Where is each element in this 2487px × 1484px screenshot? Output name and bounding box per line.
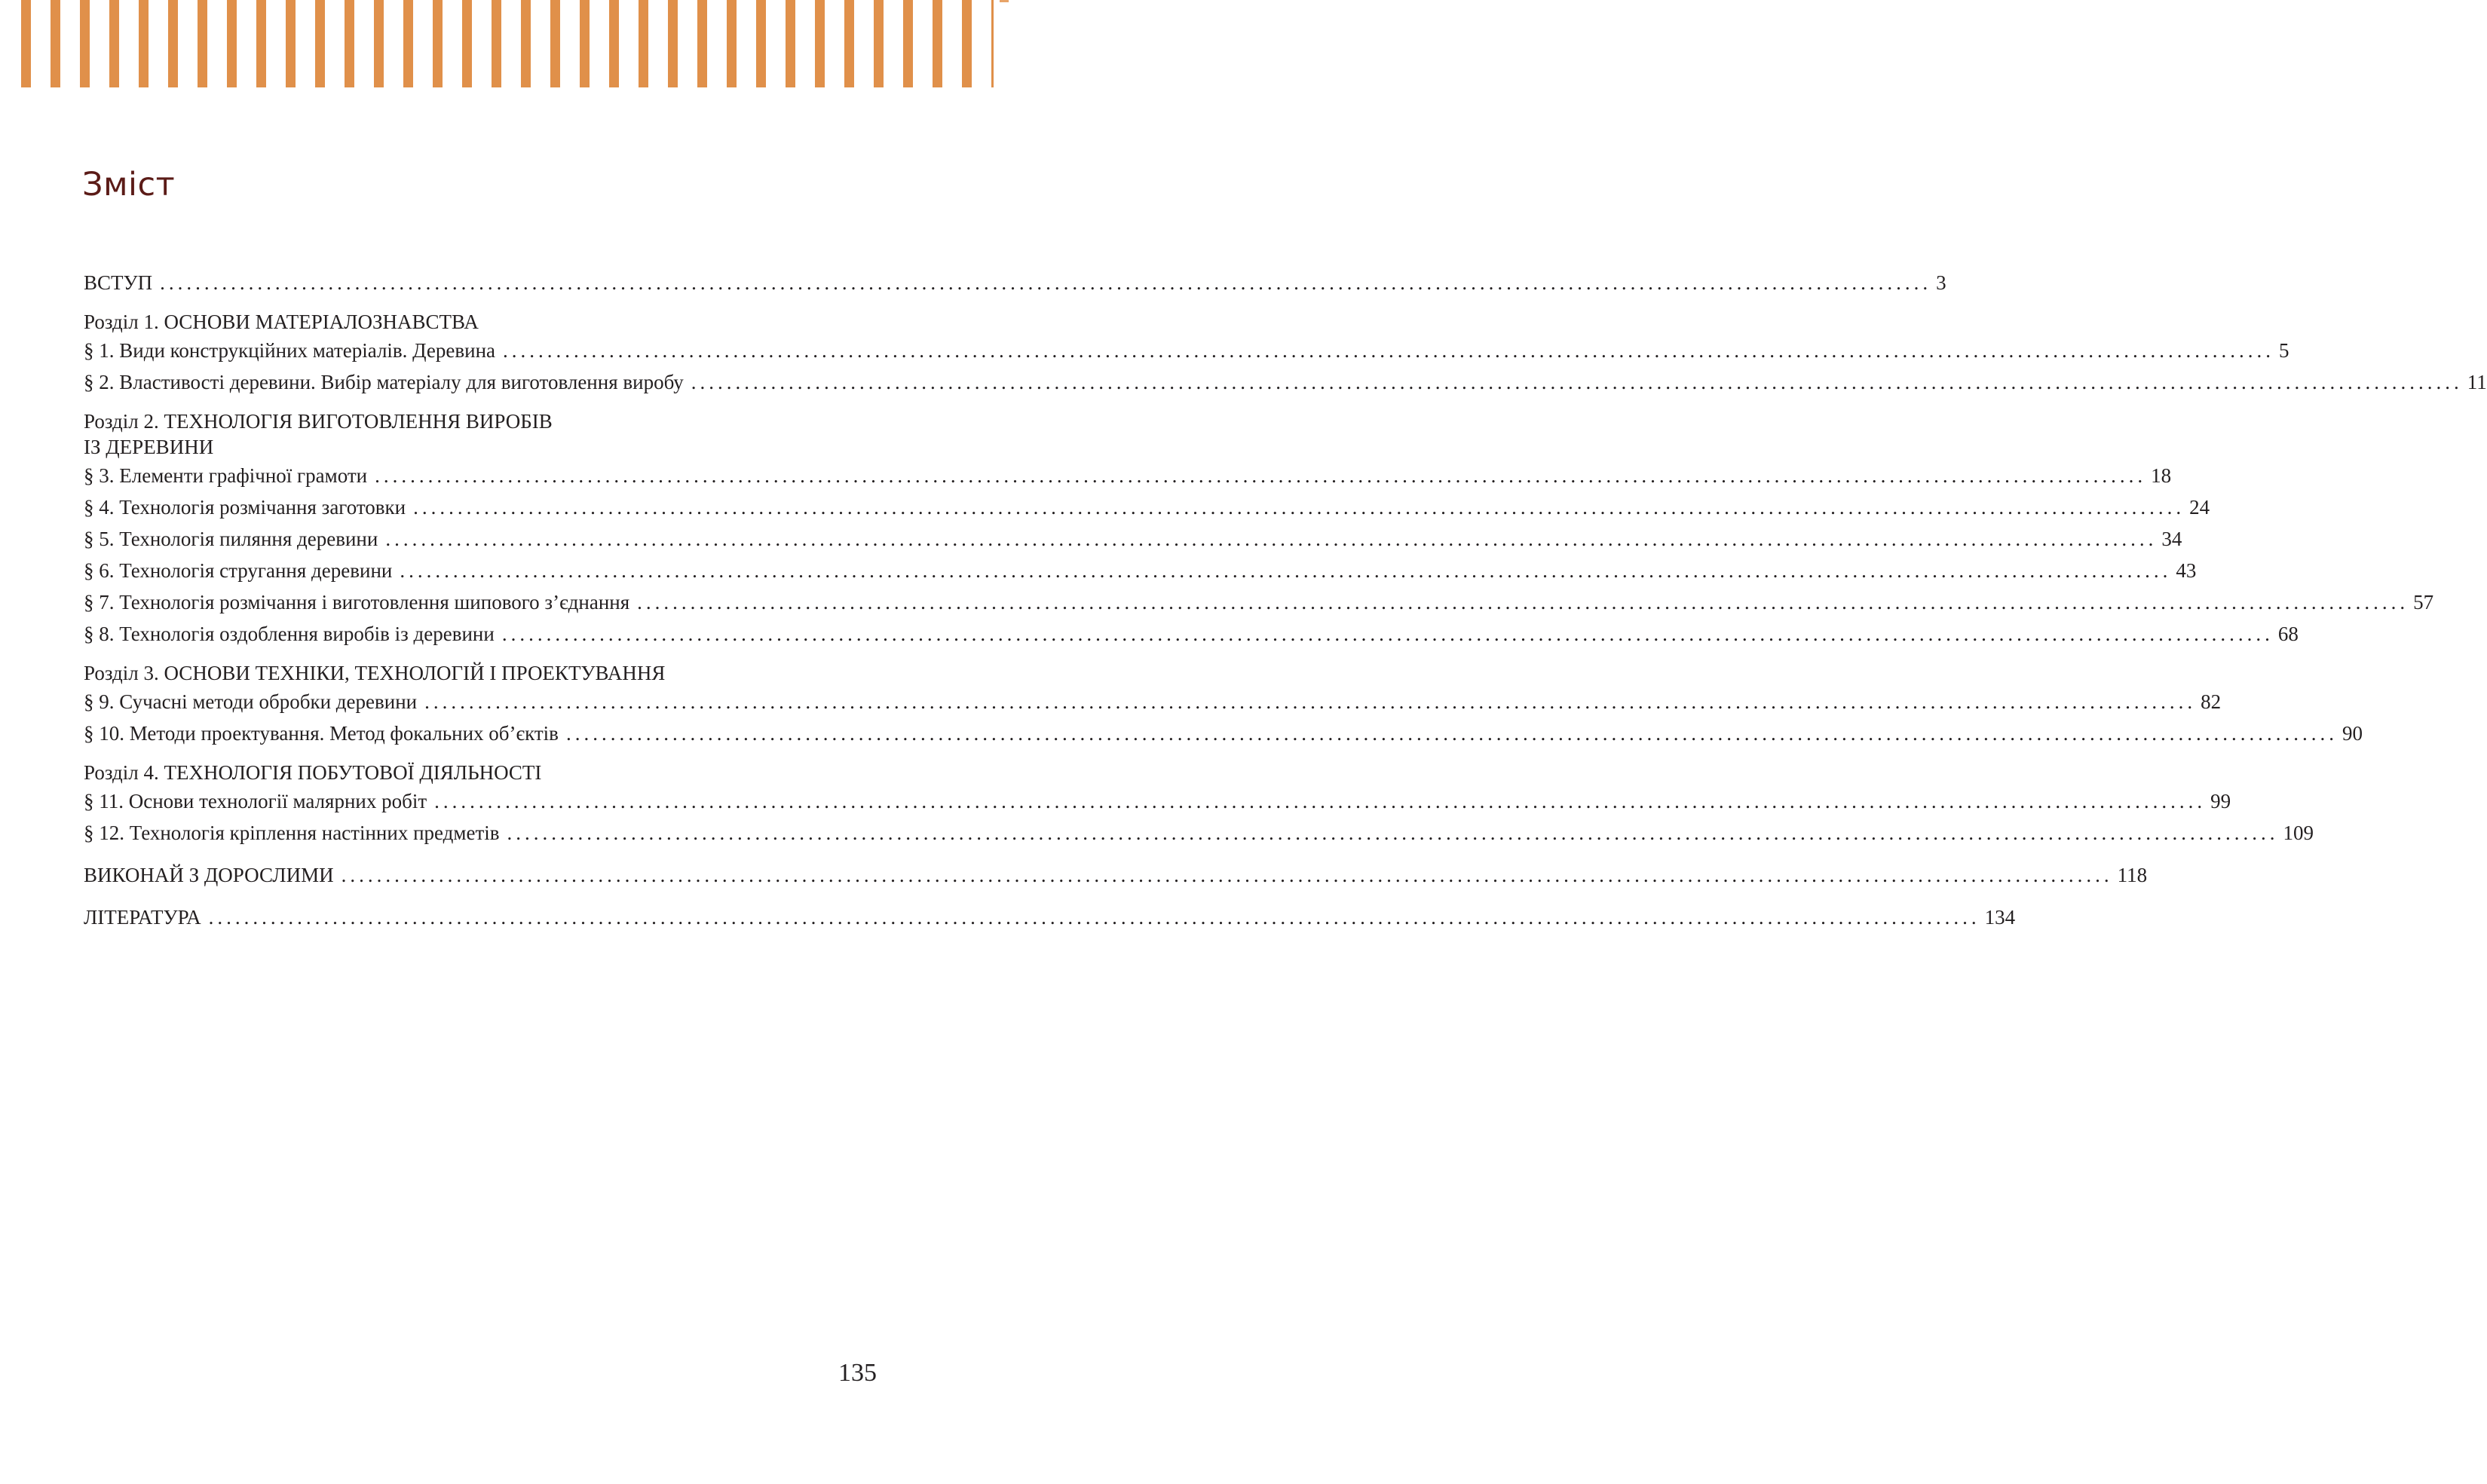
- dot-leader: ........................................................................................................................................................................................................: [341, 864, 2113, 886]
- dot-leader: ........................................................................................................................................................................................................: [375, 464, 2147, 487]
- dot-leader: ........................................................................................................................................................................................................: [503, 339, 2275, 362]
- crop-mark: [1000, 0, 1009, 2]
- dot-leader: ........................................................................................................................................................................................................: [385, 528, 2158, 550]
- toc-entry-label: § 5. Технологія пиляння деревини: [84, 528, 378, 550]
- toc-entry-label: ЛІТЕРАТУРА: [84, 906, 201, 929]
- toc-entry[interactable]: [84, 523, 2182, 555]
- toc-entry-page: 82: [2201, 690, 2222, 713]
- toc-entry-label: § 3. Елементи графічної грамоти: [84, 464, 368, 487]
- toc-entry-literature[interactable]: [84, 901, 2016, 933]
- toc-entry-page: 57: [2413, 591, 2434, 613]
- toc-entry-page: 43: [2176, 559, 2197, 582]
- toc-entry[interactable]: [84, 460, 2172, 491]
- toc-entry-label: § 7. Технологія розмічання і виготовлення шипового з’єднання: [84, 591, 630, 613]
- toc-entry-label: § 9. Сучасні методи обробки деревини: [84, 690, 418, 713]
- section-heading-1: [84, 309, 881, 335]
- toc-entry-page: 68: [2277, 623, 2299, 645]
- toc-entry-label: § 12. Технологія кріплення настінних предметів: [84, 822, 500, 844]
- spacer: [84, 849, 881, 859]
- dot-leader: ........................................................................................................................................................................................................: [208, 906, 1980, 929]
- toc-entry[interactable]: [84, 686, 2222, 718]
- dot-leader: ........................................................................................................................................................................................................: [424, 690, 2197, 713]
- section-heading-2: [84, 408, 881, 460]
- toc-entry-page: 109: [2283, 822, 2314, 844]
- spacer: [84, 891, 881, 901]
- section-heading-4: [84, 760, 881, 785]
- toc-entry[interactable]: [84, 366, 2487, 398]
- toc-entry[interactable]: [84, 491, 2210, 523]
- toc-entry-with-adults[interactable]: [84, 859, 2148, 891]
- dot-leader: ........................................................................................................................................................................................................: [637, 591, 2409, 613]
- table-of-contents: [84, 267, 2487, 933]
- toc-entry-label: § 1. Види конструкційних матеріалів. Деревина: [84, 339, 496, 362]
- toc-entry-label: § 6. Технологія стругання деревини: [84, 559, 393, 582]
- toc-entry-intro[interactable]: [84, 267, 1946, 298]
- toc-entry-label: § 4. Технологія розмічання заготовки: [84, 496, 406, 519]
- toc-entry[interactable]: [84, 586, 2434, 618]
- toc-entry[interactable]: [84, 785, 2231, 817]
- toc-entry[interactable]: [84, 335, 2289, 366]
- decorative-header-stripes: [21, 0, 994, 87]
- toc-entry-page: 118: [2117, 864, 2148, 886]
- section-heading-line: Розділ 3. ОСНОВИ ТЕХНІКИ, ТЕХНОЛОГІЙ І ПРОЕКТУВАННЯ: [84, 662, 666, 684]
- toc-entry-label: ВИКОНАЙ З ДОРОСЛИМИ: [84, 864, 334, 886]
- toc-entry[interactable]: [84, 618, 2299, 650]
- toc-entry[interactable]: [84, 555, 2197, 586]
- dot-leader: ........................................................................................................................................................................................................: [413, 496, 2185, 519]
- dot-leader: ........................................................................................................................................................................................................: [691, 371, 2463, 393]
- section-heading-line: ІЗ ДЕРЕВИНИ: [84, 436, 214, 458]
- page-number: 135: [838, 1359, 877, 1387]
- toc-entry[interactable]: [84, 718, 2363, 749]
- toc-entry-page: 5: [2279, 339, 2289, 362]
- toc-entry-page: 134: [1984, 906, 2016, 929]
- toc-entry-label: § 10. Методи проектування. Метод фокальних об’єктів: [84, 722, 559, 745]
- section-heading-line: Розділ 1. ОСНОВИ МАТЕРІАЛОЗНАВСТВА: [84, 311, 479, 333]
- dot-leader: ........................................................................................................................................................................................................: [400, 559, 2172, 582]
- toc-entry[interactable]: [84, 817, 2314, 849]
- section-heading-line: Розділ 2. ТЕХНОЛОГІЯ ВИГОТОВЛЕННЯ ВИРОБІВ: [84, 410, 553, 433]
- toc-entry-label: § 2. Властивості деревини. Вибір матеріалу для виготовлення виробу: [84, 371, 684, 393]
- toc-entry-page: 3: [1936, 271, 1946, 294]
- dot-leader: ........................................................................................................................................................................................................: [507, 822, 2279, 844]
- dot-leader: ........................................................................................................................................................................................................: [434, 790, 2207, 812]
- dot-leader: ........................................................................................................................................................................................................: [565, 722, 2338, 745]
- toc-entry-label: § 11. Основи технології малярних робіт: [84, 790, 427, 812]
- section-heading-line: Розділ 4. ТЕХНОЛОГІЯ ПОБУТОВОЇ ДІЯЛЬНОСТІ: [84, 761, 542, 784]
- dot-leader: ........................................................................................................................................................................................................: [501, 623, 2274, 645]
- toc-entry-page: 24: [2189, 496, 2210, 519]
- toc-entry-page: 99: [2210, 790, 2231, 812]
- toc-entry-label: § 8. Технологія оздоблення виробів із деревини: [84, 623, 495, 645]
- dot-leader: ........................................................................................................................................................................................................: [160, 271, 1932, 294]
- toc-entry-page: 11: [2467, 371, 2487, 393]
- toc-entry-page: 90: [2342, 722, 2363, 745]
- section-heading-3: [84, 660, 881, 686]
- toc-entry-page: 18: [2151, 464, 2172, 487]
- toc-entry-label: ВСТУП: [84, 271, 153, 294]
- toc-entry-page: 34: [2161, 528, 2182, 550]
- page-title: Зміст: [82, 166, 176, 203]
